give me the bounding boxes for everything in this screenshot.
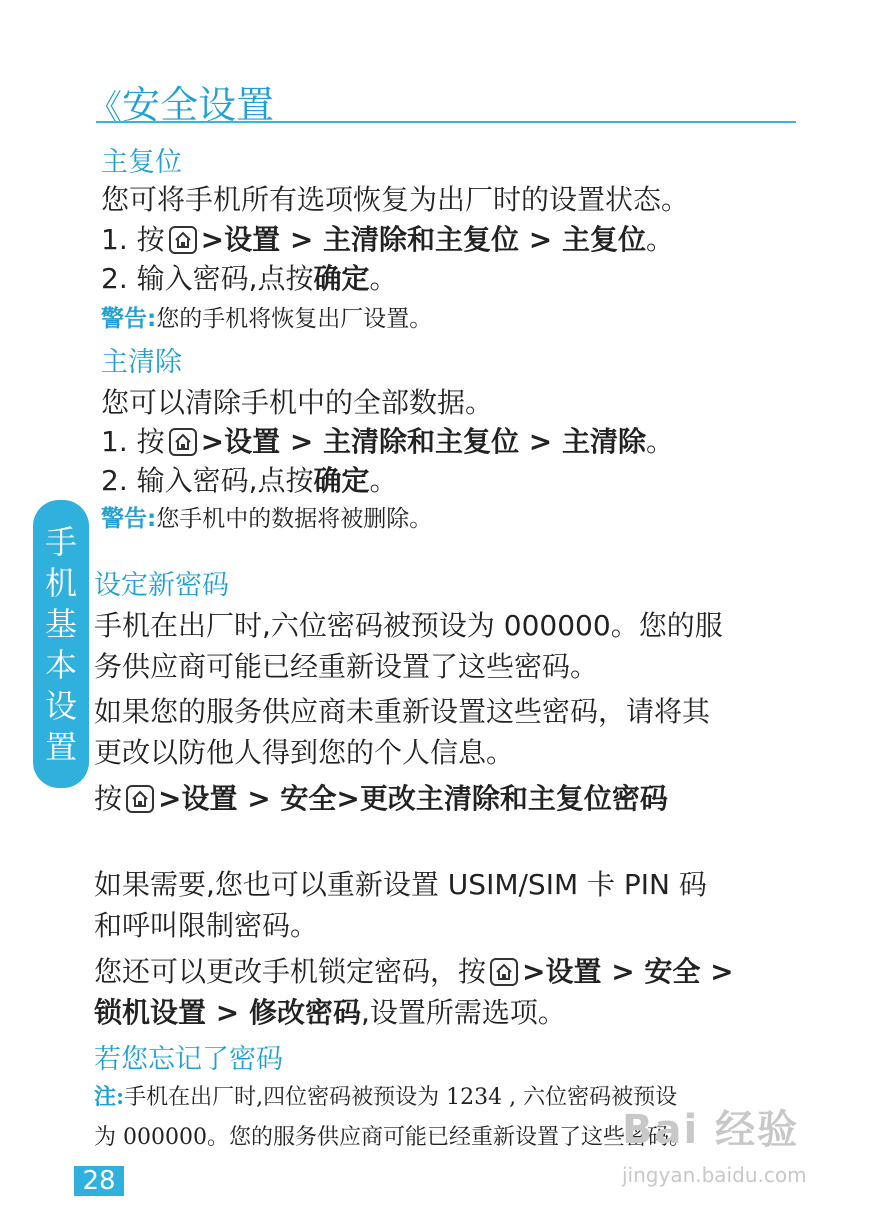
lock-password-line-2 (94, 991, 566, 1031)
tab-char: 手 (44, 523, 77, 561)
section-heading-master-reset: 主复位 (101, 147, 182, 178)
home-icon (126, 785, 154, 813)
baidu-watermark-logo: Bai 经验 (622, 1107, 800, 1153)
warning-label: 警告: (101, 306, 157, 332)
section-heading-new-password: 设定新密码 (94, 570, 229, 601)
new-password-paragraph-2-line-2: 更改以防他人得到您的个人信息。 (94, 736, 515, 769)
instruction-label: 按 (94, 782, 123, 815)
step-label: 1. 按 (101, 223, 165, 256)
lock-password-line-1 (94, 950, 734, 990)
master-clear-warning (101, 500, 432, 533)
warning-text: 您的手机将恢复出厂设置。 (156, 306, 433, 332)
menu-path: 锁机设置 > 修改密码 (94, 996, 361, 1029)
note-line-1 (94, 1080, 677, 1111)
section-heading-forgot-password: 若您忘记了密码 (94, 1044, 283, 1075)
master-reset-step-2 (101, 257, 398, 297)
tab-char: 设 (44, 687, 77, 725)
pin-paragraph-line-1: 如果需要,您也可以重新设置 USIM/SIM 卡 PIN 码 (94, 868, 707, 901)
baidu-watermark-url: jingyan.baidu.com (622, 1163, 807, 1187)
lock-password-text: 您还可以更改手机锁定密码，按 (94, 955, 487, 988)
step-label: 2. 输入密码,点按 (101, 464, 314, 497)
step-end: 。 (646, 223, 675, 256)
page-title: 安全设置 (122, 83, 275, 127)
master-reset-warning (101, 300, 432, 333)
step-label: 2. 输入密码,点按 (101, 262, 314, 295)
step-end: 。 (646, 425, 675, 458)
master-clear-step-1 (101, 420, 674, 460)
new-password-paragraph-1-line-1: 手机在出厂时,六位密码被预设为 000000。您的服 (94, 609, 723, 642)
confirm-label: 确定 (313, 464, 370, 497)
home-icon (169, 226, 197, 254)
tab-char: 基 (44, 605, 77, 643)
note-label: 注: (94, 1084, 125, 1110)
pin-paragraph-line-2: 和呼叫限制密码。 (94, 909, 319, 942)
master-reset-step-1 (101, 218, 674, 258)
tab-char: 置 (44, 728, 77, 766)
step-end: 。 (369, 464, 398, 497)
warning-text: 您手机中的数据将被删除。 (156, 506, 433, 532)
confirm-label: 确定 (313, 262, 370, 295)
menu-path: >设置 > 安全 > (522, 955, 734, 988)
new-password-instruction (94, 777, 668, 817)
title-rule (96, 121, 796, 123)
tab-char: 本 (44, 646, 77, 684)
master-clear-step-2 (101, 459, 398, 499)
tab-char: 机 (44, 564, 77, 602)
chapter-side-tab (33, 500, 89, 788)
home-icon (490, 958, 518, 986)
section-heading-master-clear: 主清除 (101, 347, 182, 378)
menu-path: >设置 > 安全>更改主清除和主复位密码 (158, 782, 668, 815)
step-end: 。 (369, 262, 398, 295)
note-line-2: 为 000000。您的服务供应商可能已经重新设置了这些密码。 (94, 1125, 691, 1150)
menu-path: >设置 > 主清除和主复位 > 主复位 (200, 223, 647, 256)
page-number: 28 (74, 1166, 124, 1196)
section-desc-master-clear: 您可以清除手机中的全部数据。 (101, 386, 494, 419)
header-chevron: 《 (88, 88, 112, 128)
section-desc-master-reset: 您可将手机所有选项恢复为出厂时的设置状态。 (101, 183, 690, 216)
menu-path: >设置 > 主清除和主复位 > 主清除 (200, 425, 647, 458)
note-text: 手机在出厂时,四位密码被预设为 1234 , 六位密码被预设 (124, 1085, 678, 1110)
home-icon (169, 428, 197, 456)
new-password-paragraph-1-line-2: 务供应商可能已经重新设置了这些密码。 (94, 650, 599, 683)
step-label: 1. 按 (101, 425, 165, 458)
lock-password-end: ,设置所需选项。 (360, 996, 566, 1029)
new-password-paragraph-2-line-1: 如果您的服务供应商未重新设置这些密码，请将其 (94, 695, 711, 728)
warning-label: 警告: (101, 506, 157, 532)
